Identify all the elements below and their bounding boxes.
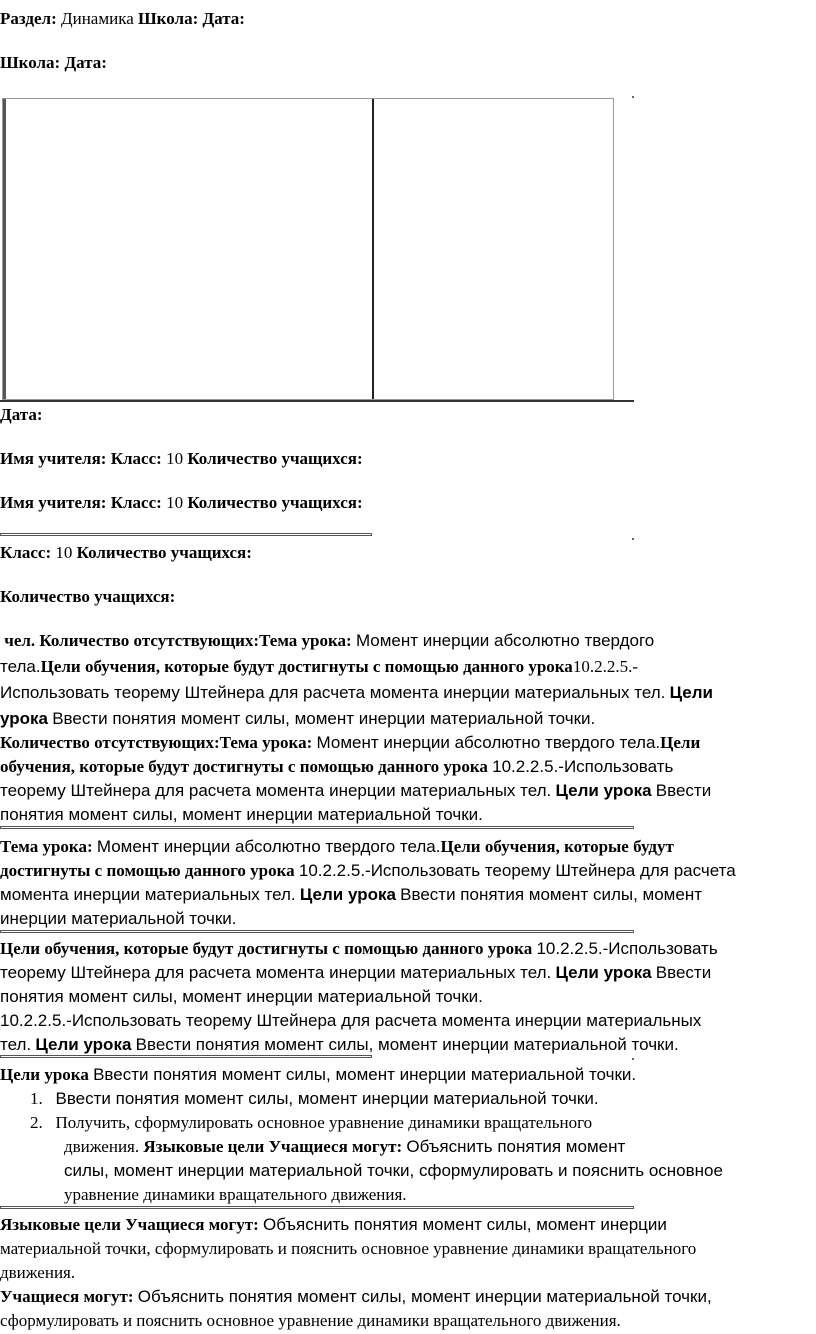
teacher-line-2: Имя учителя: Класс: 10 Количество учащихся: [0, 493, 363, 512]
p4-line-3: понятия момент силы, момент инерции материальной точки. [0, 987, 483, 1006]
p8-line-2: сформулировать и пояснить основное уравнение динамики вращательного движения. [0, 1311, 621, 1330]
p1-line-1: чел. Количество отсутствующих: Тема урока: Момент инерции абсолютно твердого [4, 631, 655, 650]
table-cell-left [3, 99, 374, 399]
dot-mark [632, 1058, 634, 1060]
class-line: Класс: 10 Количество учащихся: [0, 543, 252, 562]
p5-line-1: 10.2.2.5.-Использовать теорему Штейнера для расчета момента инерции материальных [0, 1011, 702, 1030]
p3-line-1: Тема урока: Момент инерции абсолютно твердого тела. Цели обучения, которые будут [0, 837, 674, 856]
p3-line-2: достигнуты с помощью данного урока 10.2.2.5.-Использовать теорему Штейнера для расчета [0, 861, 736, 880]
p4-line-1: Цели обучения, которые будут достигнуты с помощью данного урока 10.2.2.5.-Использовать [0, 939, 718, 958]
p2-line-2: обучения, которые будут достигнуты с помощью данного урока 10.2.2.5.-Использовать [0, 757, 674, 776]
separator-rule [0, 1055, 372, 1058]
p2-line-1: Количество отсутствующих: Тема урока: Момент инерции абсолютно твердого тела. Цели [0, 733, 701, 752]
header-line-2: Школа: Дата: [0, 53, 107, 72]
teacher-line-1: Имя учителя: Класс: 10 Количество учащихся: [0, 449, 363, 468]
header-line-1: Раздел: Динамика Школа: Дата: [0, 9, 245, 28]
p3-line-4: инерции материальной точки. [0, 909, 237, 928]
p1-line-2: тела. Цели обучения, которые будут достигнуты с помощью данного урока 10.2.2.5.- [0, 657, 638, 676]
p7-line-2: материальной точки, сформулировать и пояснить основное уравнение динамики вращательного [0, 1239, 697, 1258]
p4-line-2: теорему Штейнера для расчета момента инерции материальных тел. Цели урока Ввести [0, 963, 712, 982]
separator-rule [0, 930, 634, 933]
list-item: 1. Ввести понятия момент силы, момент инерции материальной точки. [30, 1089, 599, 1108]
table-bottom-rule [0, 400, 634, 402]
p1-line-3: Использовать теорему Штейнера для расчета момента инерции материальных тел. Цели [0, 683, 713, 702]
list-number-2: 2. [30, 1113, 43, 1132]
list-item: 2. Получить, сформулировать основное уравнение динамики вращательного [30, 1113, 593, 1132]
p2-line-3: теорему Штейнера для расчета момента инерции материальных тел. Цели урока Ввести [0, 781, 712, 800]
p1-line-4: урока Ввести понятия момент силы, момент инерции материальной точки. [0, 709, 596, 728]
list-number-1: 1. [30, 1089, 43, 1108]
list-item-cont: движения. Языковые цели Учащиеся могут: Объяснить понятия момент [64, 1137, 626, 1156]
p7-line-3: движения. [0, 1263, 76, 1282]
p2-line-4: понятия момент силы, момент инерции материальной точки. [0, 805, 483, 824]
table-left-border [3, 99, 6, 399]
date-line: Дата: [0, 405, 43, 424]
p3-line-3: момента инерции материальных тел. Цели урока Ввести понятия момент силы, момент [0, 885, 702, 904]
count-line: Количество учащихся: [0, 587, 176, 606]
p8-line-1: Учащиеся могут: Объяснить понятия момент силы, момент инерции материальной точки, [0, 1287, 712, 1306]
p5-line-2: тел. Цели урока Ввести понятия момент силы, момент инерции материальной точки. [0, 1035, 679, 1054]
list-item-cont: силы, момент инерции материальной точки, сформулировать и пояснить основное [64, 1161, 723, 1180]
separator-rule [0, 826, 634, 829]
separator-rule [0, 533, 372, 536]
empty-table [2, 98, 614, 400]
p7-line-1: Языковые цели Учащиеся могут: Объяснить понятия момент силы, момент инерции [0, 1215, 667, 1234]
dot-mark [632, 538, 634, 540]
dot-mark [632, 96, 634, 98]
list-item-cont: уравнение динамики вращательного движения. [64, 1185, 407, 1204]
p6-line-1: Цели урока Ввести понятия момент силы, момент инерции материальной точки. [0, 1065, 637, 1084]
separator-rule [0, 1206, 634, 1209]
